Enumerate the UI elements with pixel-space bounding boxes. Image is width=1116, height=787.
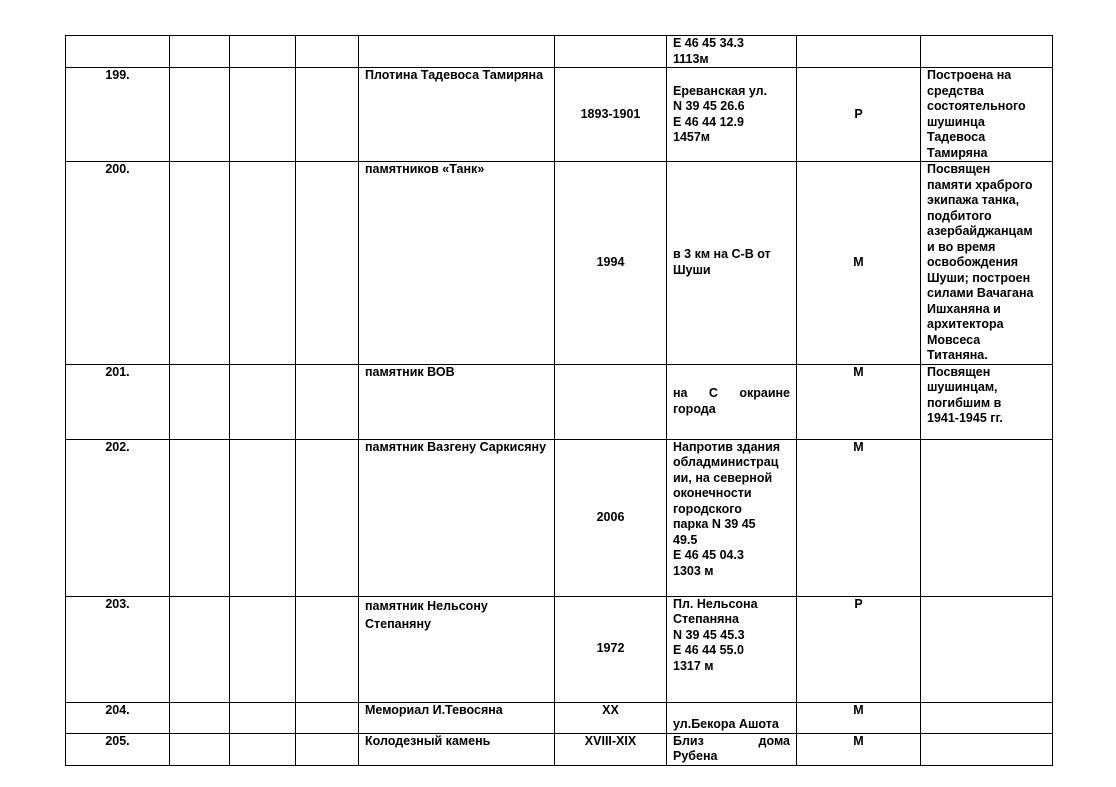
location-line: E 46 44 55.0 bbox=[673, 643, 744, 657]
monument-note bbox=[921, 364, 1053, 439]
location-line: города bbox=[673, 401, 716, 416]
note-line: освобождения bbox=[927, 255, 1019, 269]
empty-cell bbox=[296, 702, 359, 733]
empty-cell bbox=[230, 36, 296, 68]
empty-cell bbox=[170, 162, 230, 365]
monuments-table bbox=[65, 35, 1053, 766]
row-number: 203. bbox=[66, 596, 170, 702]
table-row bbox=[66, 733, 1053, 765]
location-line: 1113м bbox=[673, 51, 709, 66]
note-line: экипажа танка, bbox=[927, 193, 1020, 207]
empty-cell bbox=[170, 36, 230, 68]
monument-years bbox=[555, 36, 667, 68]
monument-location bbox=[667, 68, 797, 162]
location-line: обладминистрац bbox=[673, 455, 779, 469]
table-row bbox=[66, 36, 1053, 68]
empty-cell bbox=[170, 733, 230, 765]
note-line: Тамиряна bbox=[927, 145, 988, 160]
monument-type: М bbox=[797, 439, 921, 596]
empty-cell bbox=[230, 162, 296, 365]
empty-cell bbox=[230, 596, 296, 702]
empty-cell bbox=[296, 364, 359, 439]
monument-years: 2006 bbox=[555, 439, 667, 596]
monument-location bbox=[667, 733, 797, 765]
location-line: N 39 45 45.3 bbox=[673, 627, 745, 642]
location-line: на С окраине bbox=[673, 386, 790, 400]
empty-cell bbox=[170, 702, 230, 733]
note-line: азербайджанцам bbox=[927, 224, 1033, 238]
location-line: Напротив здания bbox=[673, 439, 781, 454]
location-line: 1457м bbox=[673, 130, 711, 144]
note-line: силами Вачагана bbox=[927, 286, 1034, 300]
table-row bbox=[66, 68, 1053, 162]
note-line: Построена на bbox=[927, 68, 1012, 82]
note-line: состоятельного bbox=[927, 99, 1026, 113]
table-row bbox=[66, 702, 1053, 733]
empty-cell bbox=[170, 439, 230, 596]
location-line: E 46 44 12.9 bbox=[673, 114, 744, 129]
row-number: 204. bbox=[66, 702, 170, 733]
monument-years: 1994 bbox=[555, 162, 667, 365]
empty-cell bbox=[296, 162, 359, 365]
table-row bbox=[66, 364, 1053, 439]
empty-cell bbox=[230, 439, 296, 596]
monument-note bbox=[921, 68, 1053, 162]
note-line: архитектора bbox=[927, 317, 1004, 331]
monument-name: памятник Нельсону Степаняну bbox=[359, 596, 555, 702]
monument-note bbox=[921, 702, 1053, 733]
empty-cell bbox=[296, 596, 359, 702]
note-line: погибшим в bbox=[927, 395, 1002, 410]
note-line: памяти храброго bbox=[927, 177, 1033, 192]
empty-cell bbox=[230, 733, 296, 765]
note-line: подбитого bbox=[927, 208, 992, 223]
row-number: 205. bbox=[66, 733, 170, 765]
monument-name: Плотина Тадевоса Тамиряна bbox=[359, 68, 555, 162]
monument-type bbox=[797, 36, 921, 68]
monument-type: М bbox=[797, 702, 921, 733]
note-line: и во время bbox=[927, 239, 996, 254]
monument-years bbox=[555, 364, 667, 439]
empty-cell bbox=[230, 68, 296, 162]
monument-type: Р bbox=[797, 596, 921, 702]
monument-name: памятник ВОВ bbox=[359, 364, 555, 439]
location-line: 49.5 bbox=[673, 532, 698, 547]
empty-cell bbox=[296, 439, 359, 596]
location-line: Рубена bbox=[673, 749, 718, 763]
location-line: городского bbox=[673, 501, 742, 516]
location-line: 1303 м bbox=[673, 563, 714, 578]
note-line: 1941-1945 гг. bbox=[927, 411, 1003, 425]
empty-cell bbox=[296, 68, 359, 162]
empty-cell bbox=[296, 36, 359, 68]
monument-note bbox=[921, 36, 1053, 68]
monument-name: Колодезный камень bbox=[359, 733, 555, 765]
location-line: Ереванская ул. bbox=[673, 83, 768, 98]
location-line: парка N 39 45 bbox=[673, 517, 756, 531]
note-line: Мовсеса bbox=[927, 332, 981, 347]
location-line: 1317 м bbox=[673, 658, 714, 673]
monument-type: М bbox=[797, 364, 921, 439]
empty-cell bbox=[170, 596, 230, 702]
row-number: 201. bbox=[66, 364, 170, 439]
note-line: шушинцам, bbox=[927, 380, 998, 394]
monument-years: XX bbox=[555, 702, 667, 733]
monument-years: XVIII-XIX bbox=[555, 733, 667, 765]
note-line: Титаняна. bbox=[927, 348, 988, 362]
location-line: E 46 45 04.3 bbox=[673, 548, 744, 562]
location-line: ии, на северной bbox=[673, 470, 773, 485]
monument-location bbox=[667, 439, 797, 596]
note-line: шушинца bbox=[927, 114, 985, 129]
monument-name: Мемориал И.Тевосяна bbox=[359, 702, 555, 733]
row-number: 199. bbox=[66, 68, 170, 162]
note-line: Ишханяна и bbox=[927, 301, 1001, 316]
monument-name: памятников «Танк» bbox=[359, 162, 555, 365]
location-line: Степаняна bbox=[673, 612, 739, 626]
row-number: 202. bbox=[66, 439, 170, 596]
monument-location bbox=[667, 702, 797, 733]
table-row bbox=[66, 162, 1053, 365]
empty-cell bbox=[170, 364, 230, 439]
monument-type: Р bbox=[797, 68, 921, 162]
monument-years: 1893-1901 bbox=[555, 68, 667, 162]
monument-name: памятник Вазгену Саркисяну bbox=[359, 439, 555, 596]
location-line: Пл. Нельсона bbox=[673, 596, 758, 611]
table-row bbox=[66, 596, 1053, 702]
note-line: Тадевоса bbox=[927, 130, 986, 144]
monument-location bbox=[667, 162, 797, 365]
monument-location bbox=[667, 596, 797, 702]
table-row bbox=[66, 439, 1053, 596]
monument-name bbox=[359, 36, 555, 68]
note-line: Посвящен bbox=[927, 162, 991, 176]
empty-cell bbox=[296, 733, 359, 765]
monument-note bbox=[921, 596, 1053, 702]
location-line: оконечности bbox=[673, 486, 752, 500]
monument-note bbox=[921, 439, 1053, 596]
location-line: в 3 км на С-В от bbox=[673, 247, 771, 262]
location-line: N 39 45 26.6 bbox=[673, 99, 745, 113]
note-line: средства bbox=[927, 83, 984, 98]
monument-type: М bbox=[797, 733, 921, 765]
location-line: Близ дома bbox=[673, 733, 790, 748]
note-line: Шуши; построен bbox=[927, 270, 1031, 285]
empty-cell bbox=[170, 68, 230, 162]
monument-note bbox=[921, 162, 1053, 365]
row-number bbox=[66, 36, 170, 68]
monument-note bbox=[921, 733, 1053, 765]
location-line: Шуши bbox=[673, 262, 711, 277]
empty-cell bbox=[230, 364, 296, 439]
empty-cell bbox=[230, 702, 296, 733]
monument-type: М bbox=[797, 162, 921, 365]
location-line: E 46 45 34.3 bbox=[673, 36, 744, 50]
row-number: 200. bbox=[66, 162, 170, 365]
location-line: ул.Бекора Ашота bbox=[673, 717, 779, 731]
monument-location bbox=[667, 364, 797, 439]
note-line: Посвящен bbox=[927, 364, 991, 379]
monument-years: 1972 bbox=[555, 596, 667, 702]
monument-location bbox=[667, 36, 797, 68]
